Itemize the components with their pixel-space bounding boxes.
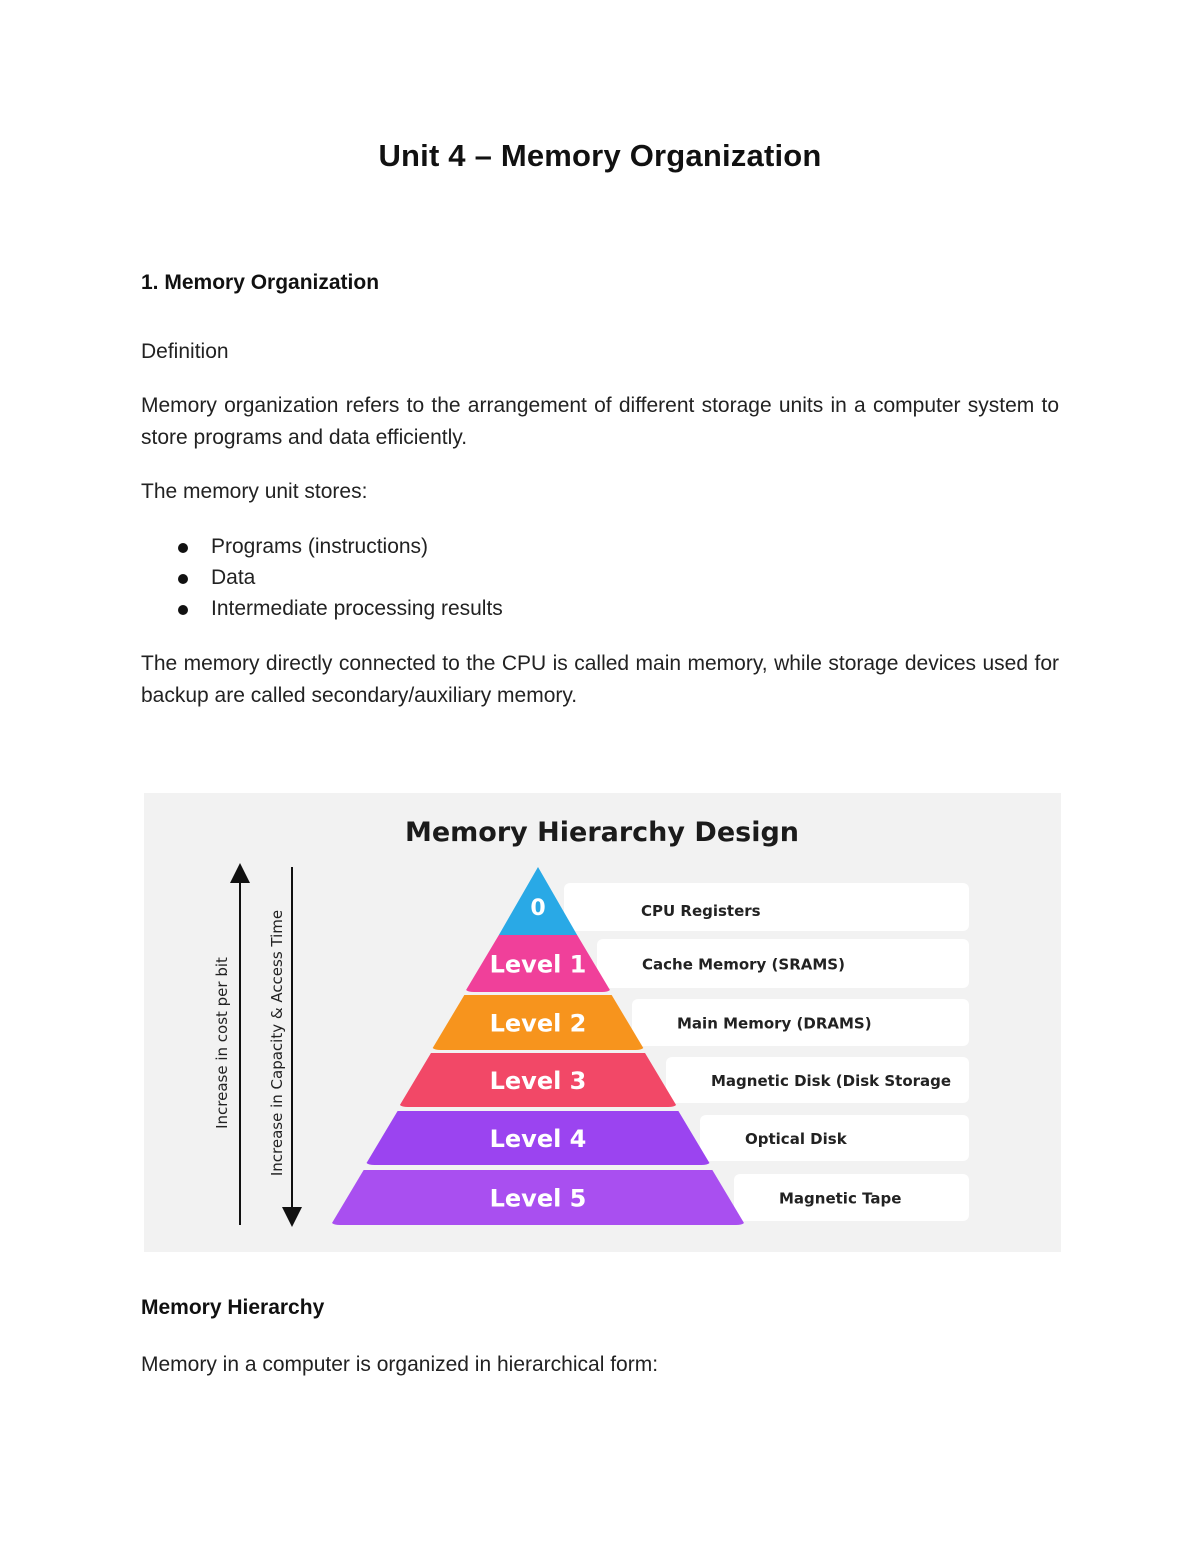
level-description: Main Memory (DRAMS) — [677, 1014, 872, 1033]
stores-list — [141, 531, 503, 624]
list-item: Programs (instructions) — [141, 531, 503, 562]
level-description: Magnetic Tape — [779, 1189, 902, 1208]
page-title: Unit 4 – Memory Organization — [378, 138, 822, 173]
definition-paragraph: Memory organization refers to the arrangement of different storage units in a computer system to store programs and data efficiently. — [141, 394, 1059, 449]
memory-hierarchy-figure — [144, 793, 1061, 1252]
level-description: Cache Memory (SRAMS) — [642, 955, 845, 974]
capacity-axis-label: Increase in Capacity & Access Time — [268, 909, 286, 1177]
hierarchy-intro: Memory in a computer is organized in hierarchical form: — [141, 1353, 659, 1376]
cost-axis-label: Increase in cost per bit — [213, 957, 231, 1129]
diagram-title: Memory Hierarchy Design — [404, 817, 800, 848]
list-item: Data — [141, 562, 503, 593]
level-label: Level 3 — [489, 1067, 587, 1095]
subsection-heading: Memory Hierarchy — [141, 1296, 325, 1319]
main-memory-paragraph: The memory directly connected to the CPU is called main memory, while storage devices used for backup are called secondary/auxiliary memory. — [141, 652, 1059, 707]
memory-hierarchy-diagram — [144, 793, 1061, 1252]
bullet-icon — [178, 605, 188, 615]
level-label: Level 4 — [489, 1125, 587, 1153]
level-label: 0 — [530, 896, 546, 921]
list-item: Intermediate processing results — [141, 593, 503, 624]
definition-label: Definition — [141, 340, 229, 363]
level-description-card — [564, 883, 969, 931]
bullet-icon — [178, 543, 188, 553]
level-description: CPU Registers — [641, 902, 761, 920]
level-label: Level 1 — [489, 950, 587, 979]
pyramid-levels — [332, 867, 969, 1225]
stores-intro: The memory unit stores: — [141, 480, 368, 503]
level-description: Magnetic Disk (Disk Storage — [711, 1072, 952, 1090]
level-label: Level 5 — [489, 1184, 587, 1213]
level-description: Optical Disk — [745, 1130, 847, 1148]
section-heading: 1. Memory Organization — [141, 271, 380, 294]
bullet-icon — [178, 574, 188, 584]
level-label: Level 2 — [489, 1009, 587, 1038]
